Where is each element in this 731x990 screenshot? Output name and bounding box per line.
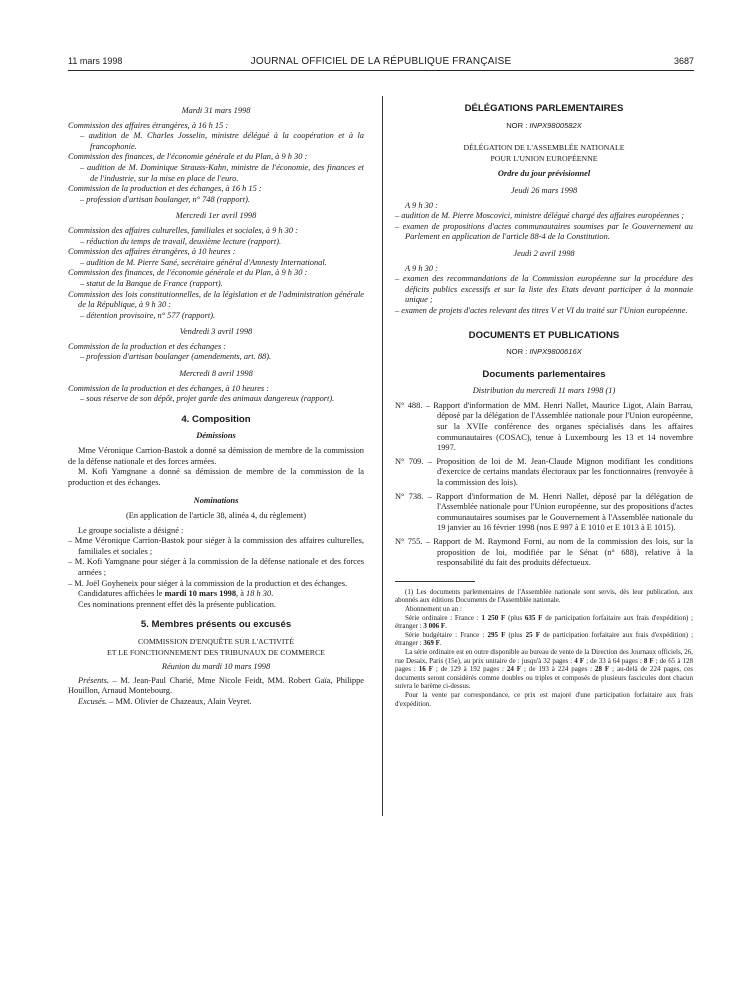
list-item: – examen des recommandations de la Commission européenne sur la procédure des déficits publics excessifs et sur la liste des Etats devant participer à la monnaie unique ; [395, 274, 693, 305]
time-label: A 9 h 30 : [405, 200, 438, 210]
list-item: N° 709. – Proposition de loi de M. Jean-Claude Mignon modifiant les conditions d'exercice de certains mandats électoraux par les fonctionnaires (renvoyée à la commission des lois). [395, 456, 693, 488]
commission-name-line1: COMMISSION D'ENQUÊTE SUR L'ACTIVITÉ [138, 636, 294, 646]
page-header [68, 56, 694, 70]
paragraph: Ces nominations prennent effet dès la présente publication. [78, 599, 276, 609]
meeting-date: Réunion du mardi 10 mars 1998 [161, 662, 271, 672]
footnote: (1) Les documents parlementaires de l'Assemblée nationale sont servis, dès leur publication, aux abonnés aux éditions Documents de l'Assemblée nationale. [395, 587, 693, 605]
candidatures-line: Candidatures affichées le mardi 10 mars 1998, à 18 h 30. [78, 589, 274, 599]
agenda-item: – audition de M. Pierre Sané, secrétaire général d'Amnesty International. [80, 257, 327, 267]
agenda-item: – audition de M. Dominique Strauss-Kahn, ministre de l'économie, des finances et de l'industrie, sur la mise en place de l'euro. [80, 162, 364, 183]
list-item: N° 488. – Rapport d'information de MM. Henri Nallet, Maurice Ligot, Alain Barrau, déposé par la délégation de l'Assemblée nationale pour l'Union européenne, sur la XVIIe conférence des organes spécialisés dans les affaires communautaires (COSAC), tenue à Luxembourg les 13 et 14 novembre 1997. [395, 400, 693, 453]
subheading-demissions: Démissions [196, 431, 236, 441]
subscription-budgetaire: Série budgétaire : France : 295 F (plus 25 F de participation forfaitaire aux frais d'expédition) ; étranger : 369 F. [395, 630, 694, 648]
footnote-rule [395, 581, 475, 582]
mail-order-note: Pour la vente par correspondance, ce prix est majoré d'une participation forfaitaire aux frais d'expédition. [395, 690, 693, 708]
paragraph: Mme Véronique Carrion-Bastok a donné sa démission de membre de la commission de la défense nationale et des forces armées. [68, 446, 364, 466]
list-item: N° 738. – Rapport d'information de M. Henri Nallet, déposé par la délégation de l'Assemblée nationale pour l'Union européenne, sur des propositions d'actes communautaires soumises par le Gouvernement à l'Assemblée nationale du 19 janvier au 16 février 1998 (nos E 997 à E 1010 et E 1013 à E 1015). [395, 491, 693, 533]
agenda-list-d4 [68, 384, 364, 405]
time-label: A 9 h 30 : [405, 263, 438, 273]
agenda-commission: Commission de la production et des échanges, à 10 heures : [68, 383, 270, 393]
section-heading-delegations: DÉLÉGATIONS PARLEMENTAIRES [464, 103, 624, 114]
list-item: – M. Joël Goyheneix pour siéger à la commission de la production et des échanges. [68, 578, 348, 588]
section-heading-documents: DOCUMENTS ET PUBLICATIONS [468, 329, 620, 341]
agenda-item: – profession d'artisan boulanger (amendements, art. 88). [80, 352, 272, 362]
date-heading: Jeudi 26 mars 1998 [510, 185, 578, 195]
nomination-basis: (En application de l'article 38, alinéa 4, du règlement) [125, 511, 307, 520]
documents-list [395, 401, 693, 569]
agenda-commission: Commission de la production et des échanges, à 16 h 15 : [68, 184, 262, 194]
left-column [68, 100, 364, 708]
list-item: – examen de propositions d'actes communautaires soumises par le Gouvernement au Parlement en application de l'article 88-4 de la Constitution. [395, 221, 693, 242]
commission-name-line2: ET LE FONCTIONNEMENT DES TRIBUNAUX DE COMMERCE [107, 647, 325, 657]
list-item: – examen de projets d'actes relevant des titres V et VI du traité sur l'Union européenne. [395, 305, 688, 315]
delegation-name-line2: POUR L'UNION EUROPÉENNE [490, 153, 598, 163]
header-date: 11 mars 1998 [68, 56, 123, 66]
column-divider [382, 96, 383, 816]
agenda-list-d3 [68, 342, 364, 363]
agenda-list-d2 [68, 226, 364, 321]
date-heading: Vendredi 3 avril 1998 [179, 327, 253, 337]
agenda-list-d1 [68, 121, 364, 206]
subscription-label: Abonnement un an : [405, 604, 462, 613]
agenda-item: – statut de la Banque de France (rapport). [80, 278, 223, 288]
agenda-commission: Commission des affaires étrangères, à 10 heures : [68, 247, 236, 257]
nor-reference: NOR : INPX9800582X [506, 120, 582, 130]
agenda-item: – réduction du temps de travail, deuxième lecture (rapport). [80, 236, 282, 246]
agenda-commission: Commission des finances, de l'économie générale et du Plan, à 9 h 30 : [68, 152, 308, 162]
header-title: JOURNAL OFFICIEL DE LA RÉPUBLIQUE FRANÇAISE [250, 56, 512, 67]
subheading-documents-parlementaires: Documents parlementaires [482, 368, 606, 380]
right-column [395, 100, 693, 708]
agenda-commission: Commission des affaires culturelles, familiales et sociales, à 9 h 30 : [68, 225, 298, 235]
list-item: – Mme Véronique Carrion-Bastok pour siéger à la commission des affaires culturelles, familiales et sociales ; [68, 536, 364, 556]
agenda-commission: Commission des finances, de l'économie générale et du Plan, à 9 h 30 : [68, 268, 308, 278]
date-heading: Jeudi 2 avril 1998 [513, 248, 575, 258]
section-heading-composition: 4. Composition [181, 413, 251, 425]
section-heading-membres: 5. Membres présents ou excusés [140, 619, 292, 631]
agenda-commission: Commission de la production et des échanges : [68, 341, 227, 351]
excuses-line: Excusés. – MM. Olivier de Chazeaux, Alain Veyret. [78, 696, 252, 706]
agenda-item: – détention provisoire, n° 577 (rapport). [80, 310, 216, 320]
subheading-nominations: Nominations [193, 496, 239, 506]
paragraph: M. Kofi Yamgnane a donné sa démission de membre de la commission de la production et des échanges. [68, 467, 364, 487]
list-item: – audition de M. Pierre Moscovici, ministre délégué chargé des affaires européennes ; [395, 211, 685, 221]
agenda-item: – profession d'artisan boulanger, n° 748 (rapport). [80, 194, 251, 204]
page-number: 3687 [673, 56, 694, 66]
distribution-date: Distribution du mercredi 11 mars 1998 (1) [472, 386, 616, 396]
subscription-ordinaire: Série ordinaire : France : 1 250 F (plus 635 F de participation forfaitaire aux frais d'expédition) ; étranger : 3 006 F. [395, 613, 694, 631]
agenda-item: – audition de M. Charles Josselin, ministre délégué à la coopération et à la francophonie. [80, 131, 364, 151]
nor-reference: NOR : INPX9800616X [506, 347, 582, 357]
ordre-du-jour-heading: Ordre du jour prévisionnel [497, 169, 591, 179]
agenda-commission: Commission des affaires étrangères, à 16 h 15 : [68, 120, 229, 130]
agenda-item: – sous réserve de son dépôt, projet garde des animaux dangereux (rapport). [80, 394, 335, 404]
delegation-name-line1: DÉLÉGATION DE L'ASSEMBLÉE NATIONALE [463, 143, 625, 153]
header-rule [68, 70, 694, 71]
agenda-commission: Commission des lois constitutionnelles, de la législation et de l'administration générale de la République, à 9 h 30 : [68, 289, 364, 310]
list-item: – M. Kofi Yamgnane pour siéger à la commission de la défense nationale et des forces armées ; [68, 557, 364, 577]
sale-prices: La série ordinaire est en outre disponible au bureau de vente de la Direction des Journaux officiels, 26, rue Desaix, Paris (15e), au prix unitaire de : jusqu'à 32 pages : 4 F ; de 33 à 64 pages : 8 F ; de 65 à 128 pages : 16 F ; de 129 à 192 pages : 24 F ; de 193 à 224 pages : 28 F ; au-delà de 224 pages, ces documents seront considérés comme doubles ou triples et composés de plusieurs fascicules dont chacun suivra le barème ci-dessus. [395, 647, 693, 691]
presents-line: Présents. – M. Jean-Paul Charié, Mme Nicole Feidt, MM. Robert Gaïa, Philippe Houillon, Arnaud Montebourg. [68, 675, 364, 696]
date-heading: Mardi 31 mars 1998 [181, 106, 251, 115]
date-heading: Mercredi 8 avril 1998 [179, 369, 253, 379]
list-item: N° 755. – Rapport de M. Raymond Forni, au nom de la commission des lois, sur la proposition de loi, modifiée par le Sénat (n° 688), relative à la responsabilité du fait des produits défectueux. [395, 537, 693, 568]
date-heading: Mercredi 1er avril 1998 [175, 211, 257, 221]
paragraph: Le groupe socialiste a désigné : [78, 525, 184, 535]
